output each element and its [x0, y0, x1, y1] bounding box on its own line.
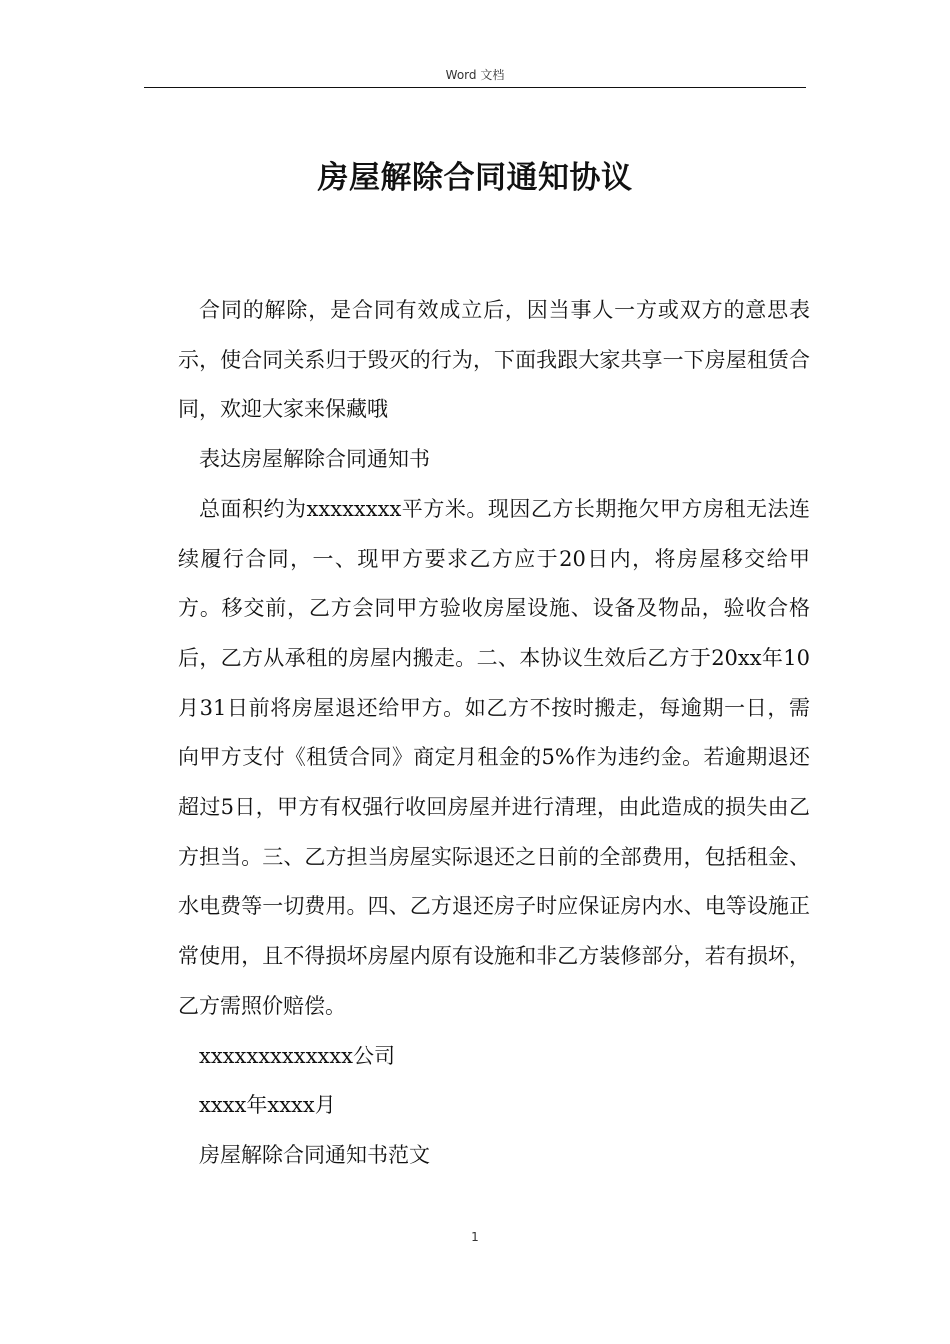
document-title: 房屋解除合同通知协议: [317, 160, 633, 196]
company-line: xxxxxxxxxxxxx公司: [199, 1043, 395, 1068]
sample-heading: 房屋解除合同通知书范文: [199, 1142, 430, 1167]
section-heading: 表达房屋解除合同通知书: [199, 447, 430, 472]
terms-paragraph: 总面积约为xxxxxxxx平方米。现因乙方长期拖欠甲方房租无法连续履行合同，一、现甲方要求乙方应于20日内，将房屋移交给甲方。移交前，乙方会同甲方验收房屋设施、设备及物品，验收合格后，乙方从承租的房屋内搬走。二、本协议生效后乙方于20xx年10月31日前将房屋退还给甲方。如乙方不按时搬走，每逾期一日，需向甲方支付《租赁合同》商定月租金的5%作为违约金。若逾期退还超过5日，甲方有权强行收回房屋并进行清理，由此造成的损失由乙方担当。三、乙方担当房屋实际退还之日前的全部费用，包括租金、水电费等一切费用。四、乙方退还房子时应保证房内水、电等设施正常使用，且不得损坏房屋内原有设施和非乙方装修部分，若有损坏，乙方需照价赔偿。: [178, 496, 810, 1018]
document-body: [178, 286, 810, 1181]
page-header: Word 文档: [445, 68, 505, 82]
page-number: 1: [471, 1230, 479, 1244]
header-divider: [144, 87, 806, 88]
date-line: xxxx年xxxx月: [199, 1093, 336, 1118]
intro-paragraph: 合同的解除，是合同有效成立后，因当事人一方或双方的意思表示，使合同关系归于毁灭的行为，下面我跟大家共享一下房屋租赁合同，欢迎大家来保藏哦: [178, 298, 810, 422]
